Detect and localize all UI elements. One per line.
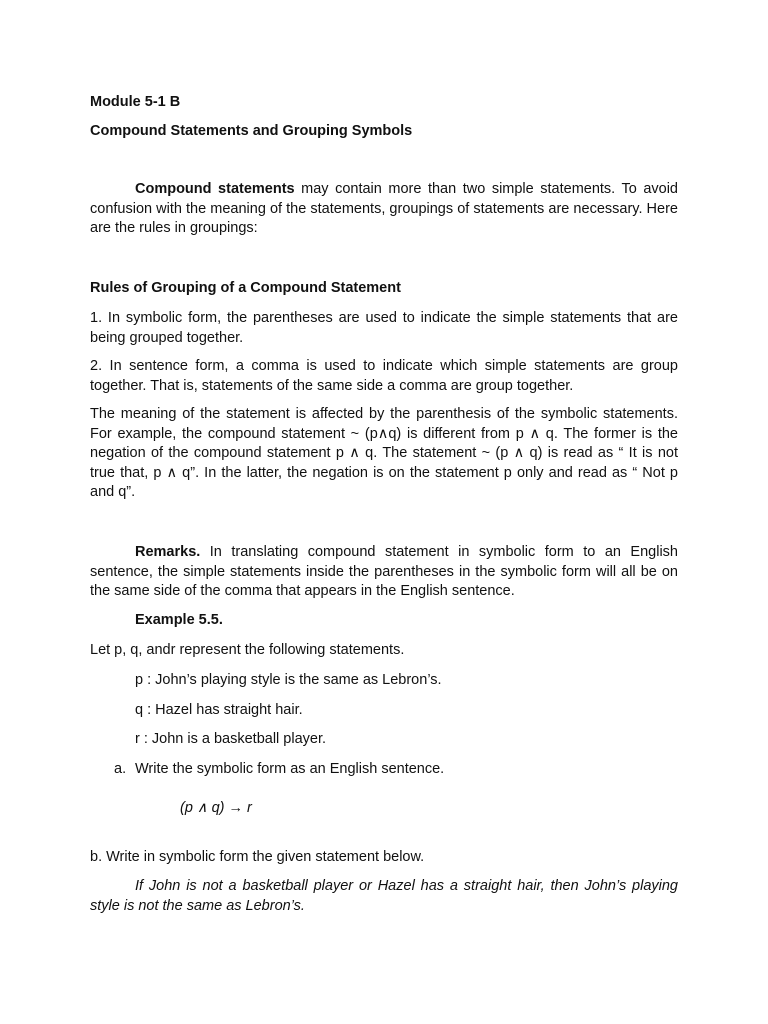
- item-a-formula: (p ∧ q) → r: [180, 800, 252, 816]
- section-title: Compound Statements and Grouping Symbols: [90, 123, 413, 139]
- rules-heading: Rules of Grouping of a Compound Statement: [90, 280, 401, 296]
- rule-1: 1. In symbolic form, the parentheses are used to indicate the simple statements that are being grouped together.: [90, 310, 678, 346]
- item-a-text: Write the symbolic form as an English sentence.: [135, 761, 445, 777]
- intro-text: may contain more than two simple statements. To avoid confusion with the meaning of the statements, groupings of statements are necessary. Here are the rules in groupings:: [90, 181, 679, 236]
- statement-p: p : John’s playing style is the same as Lebron’s.: [135, 672, 442, 688]
- intro-paragraph: [90, 180, 678, 239]
- statement-q: q : Hazel has straight hair.: [135, 702, 303, 718]
- let-line: Let p, q, andr represent the following statements.: [90, 642, 405, 658]
- intro-term: Compound statements: [135, 181, 295, 197]
- meaning-paragraph: The meaning of the statement is affected by the parenthesis of the symbolic statements. For example, the compound statement ~ (p∧q) is different from p ∧ q. The former is the negation of the compound statement p ∧ q. The statement ~ (p ∧ q) is read as “ It is not true that, p ∧ q”. In the latter, the negation is on the statement p only and read as “ Not p and q”.: [90, 406, 678, 500]
- item-b-text: b. Write in symbolic form the given statement below.: [90, 849, 425, 865]
- item-b-statement: If John is not a basketball player or Hazel has a straight hair, then John’s playing style is not the same as Lebron’s.: [90, 878, 678, 914]
- remarks-text: In translating compound statement in symbolic form to an English sentence, the simple statements inside the parentheses in the symbolic form will all be on the same side of the comma that appears in the English sentence.: [90, 544, 678, 599]
- module-title: Module 5-1 B: [90, 94, 181, 110]
- rule-2: 2. In sentence form, a comma is used to indicate which simple statements are group together. That is, statements of the same side a comma are group together.: [90, 358, 678, 394]
- item-a-marker: a.: [114, 761, 127, 777]
- example-title: Example 5.5.: [135, 612, 223, 628]
- remarks-paragraph: [90, 543, 678, 602]
- remarks-label: Remarks.: [135, 544, 201, 560]
- statement-r: r : John is a basketball player.: [135, 731, 327, 747]
